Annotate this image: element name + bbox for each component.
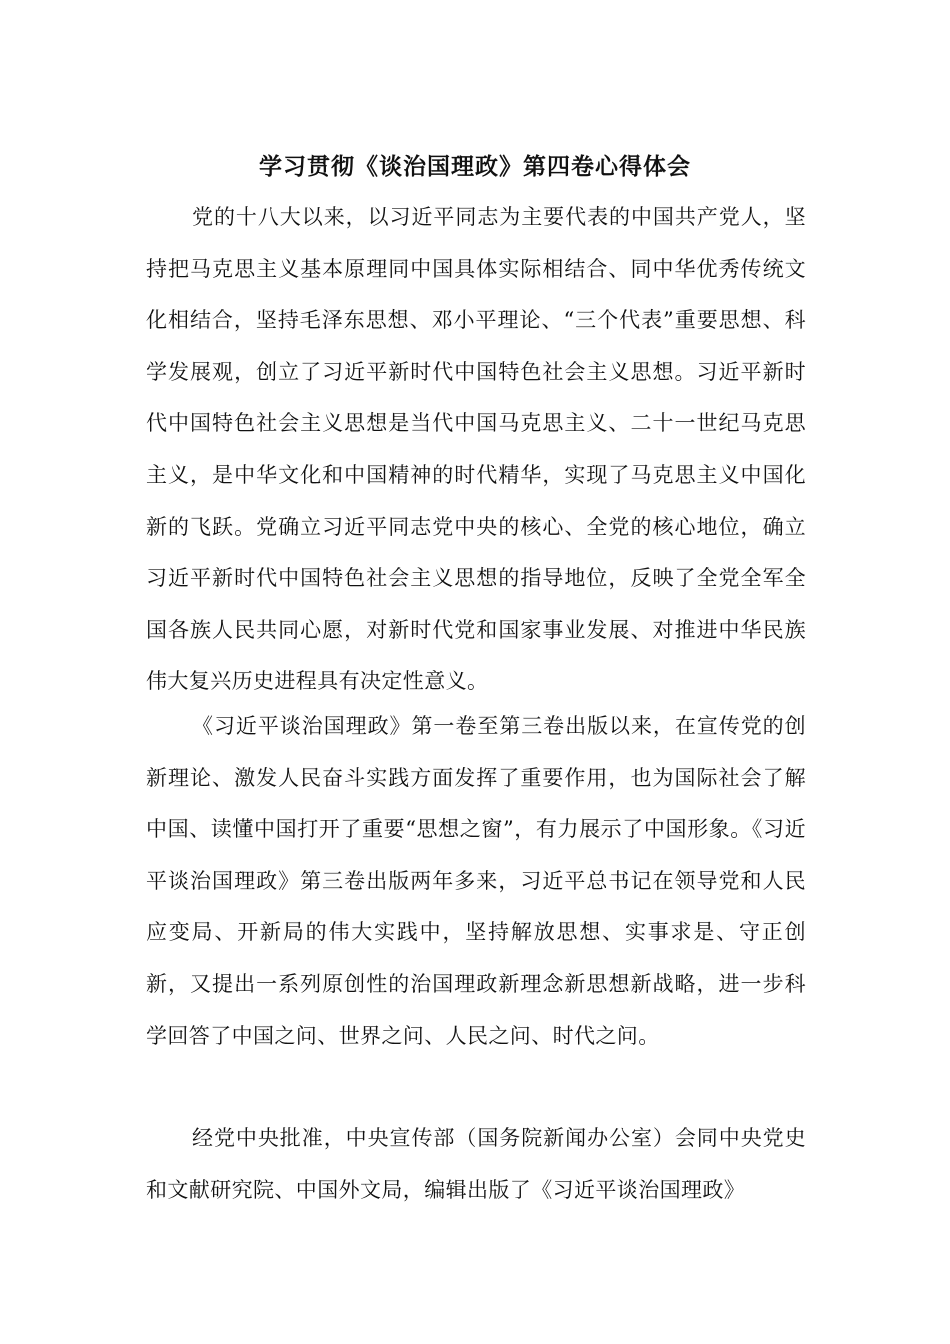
body-paragraph: 党的十八大以来，以习近平同志为主要代表的中国共产党人，坚持把马克思主义基本原理同中国具体实际相结合、同中华优秀传统文化相结合，坚持毛泽东思想、邓小平理论、“三个代表”重要思想、科学发展观，创立了习近平新时代中国特色社会主义思想。习近平新时代中国特色社会主义思想是当代中国马克思主义、二十一世纪马克思主义，是中华文化和中国精神的时代精华，实现了马克思主义中国化新的飞跃。党确立习近平同志党中央的核心、全党的核心地位，确立习近平新时代中国特色社会主义思想的指导地位，反映了全党全军全国各族人民共同心愿，对新时代党和国家事业发展、对推进中华民族伟大复兴历史进程具有决定性意义。 [146, 205, 806, 694]
body-paragraph: 经党中央批准，中央宣传部（国务院新闻办公室）会同中央党史和文献研究院、中国外文局，编辑出版了《习近平谈治国理政》 [146, 1126, 806, 1202]
document-title: 学习贯彻《谈治国理政》第四卷心得体会 [259, 154, 691, 181]
body-paragraph: 《习近平谈治国理政》第一卷至第三卷出版以来，在宣传党的创新理论、激发人民奋斗实践方面发挥了重要作用，也为国际社会了解中国、读懂中国打开了重要“思想之窗”，有力展示了中国形象。《习近平谈治国理政》第三卷出版两年多来，习近平总书记在领导党和人民应变局、开新局的伟大实践中，坚持解放思想、实事求是、守正创新，又提出一系列原创性的治国理政新理念新思想新战略，进一步科学回答了中国之问、世界之问、人民之问、时代之问。 [146, 714, 806, 1048]
